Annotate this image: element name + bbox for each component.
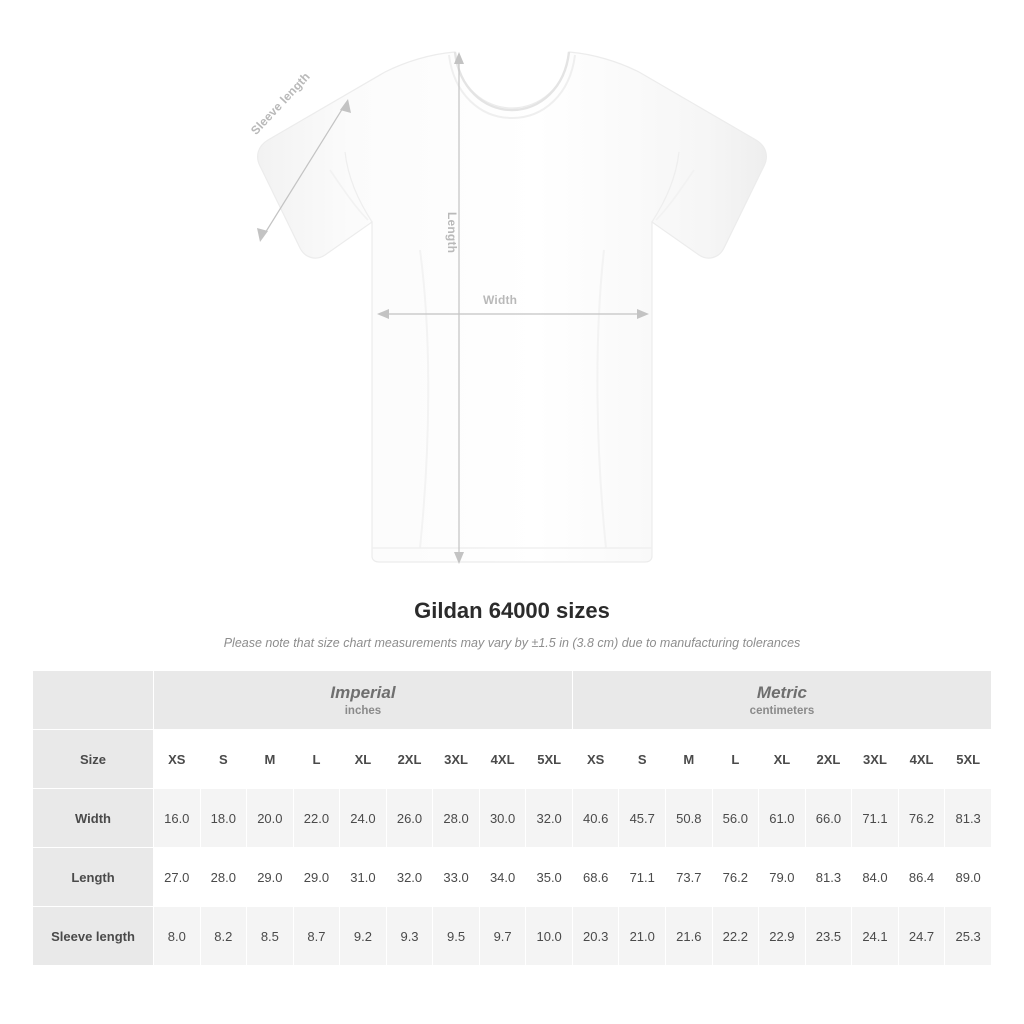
cell-width-imperial-xl: 24.0	[340, 789, 387, 848]
cell-width-metric-s: 45.7	[619, 789, 666, 848]
cell-sleeve-length-metric-5xl: 25.3	[945, 907, 992, 966]
cell-sleeve-length-imperial-m: 8.5	[247, 907, 294, 966]
table-row	[33, 907, 992, 966]
size-header-metric-2xl: 2XL	[805, 730, 852, 789]
cell-width-imperial-l: 22.0	[293, 789, 340, 848]
cell-sleeve-length-imperial-5xl: 10.0	[526, 907, 573, 966]
cell-length-imperial-xs: 27.0	[154, 848, 201, 907]
cell-width-imperial-s: 18.0	[200, 789, 247, 848]
cell-length-imperial-5xl: 35.0	[526, 848, 573, 907]
cell-length-metric-xs: 68.6	[572, 848, 619, 907]
size-header-imperial-xs: XS	[154, 730, 201, 789]
cell-sleeve-length-metric-3xl: 24.1	[852, 907, 899, 966]
cell-sleeve-length-metric-4xl: 24.7	[898, 907, 945, 966]
cell-sleeve-length-metric-m: 21.6	[666, 907, 713, 966]
cell-length-metric-xl: 79.0	[759, 848, 806, 907]
size-header-row	[33, 730, 992, 789]
title-block	[0, 598, 1024, 650]
cell-sleeve-length-metric-l: 22.2	[712, 907, 759, 966]
imperial-unit-name: Imperial	[330, 682, 396, 702]
size-header-metric-m: M	[666, 730, 713, 789]
cell-width-metric-4xl: 76.2	[898, 789, 945, 848]
size-header-metric-xs: XS	[572, 730, 619, 789]
cell-width-metric-2xl: 66.0	[805, 789, 852, 848]
row-label-length: Length	[33, 848, 154, 907]
cell-width-metric-xl: 61.0	[759, 789, 806, 848]
size-header-imperial-5xl: 5XL	[526, 730, 573, 789]
length-dimension-label: Length	[445, 212, 459, 254]
metric-unit-header	[572, 671, 991, 730]
cell-length-metric-m: 73.7	[666, 848, 713, 907]
size-header-metric-s: S	[619, 730, 666, 789]
row-label-sleeve-length: Sleeve length	[33, 907, 154, 966]
size-header-metric-4xl: 4XL	[898, 730, 945, 789]
cell-sleeve-length-metric-2xl: 23.5	[805, 907, 852, 966]
size-header-metric-xl: XL	[759, 730, 806, 789]
cell-width-metric-3xl: 71.1	[852, 789, 899, 848]
cell-width-imperial-3xl: 28.0	[433, 789, 480, 848]
cell-length-imperial-m: 29.0	[247, 848, 294, 907]
size-chart-table	[32, 670, 992, 966]
tolerance-note: Please note that size chart measurements may vary by ±1.5 in (3.8 cm) due to manufacturing tolerances	[223, 636, 801, 650]
cell-width-imperial-5xl: 32.0	[526, 789, 573, 848]
cell-length-imperial-2xl: 32.0	[386, 848, 433, 907]
cell-length-imperial-xl: 31.0	[340, 848, 387, 907]
size-header-metric-3xl: 3XL	[852, 730, 899, 789]
size-header-imperial-m: M	[247, 730, 294, 789]
cell-sleeve-length-imperial-l: 8.7	[293, 907, 340, 966]
cell-length-imperial-4xl: 34.0	[479, 848, 526, 907]
width-dimension-label: Width	[483, 293, 518, 307]
size-header-imperial-2xl: 2XL	[386, 730, 433, 789]
cell-length-metric-3xl: 84.0	[852, 848, 899, 907]
cell-length-metric-2xl: 81.3	[805, 848, 852, 907]
cell-width-imperial-m: 20.0	[247, 789, 294, 848]
cell-sleeve-length-imperial-2xl: 9.3	[386, 907, 433, 966]
unit-header-row	[33, 671, 992, 730]
table-row	[33, 789, 992, 848]
cell-sleeve-length-metric-xl: 22.9	[759, 907, 806, 966]
imperial-unit-sub: inches	[344, 705, 382, 718]
cell-sleeve-length-metric-s: 21.0	[619, 907, 666, 966]
size-header-metric-l: L	[712, 730, 759, 789]
cell-width-imperial-4xl: 30.0	[479, 789, 526, 848]
imperial-unit-header	[154, 671, 573, 730]
cell-sleeve-length-imperial-4xl: 9.7	[479, 907, 526, 966]
cell-length-metric-5xl: 89.0	[945, 848, 992, 907]
cell-width-metric-xs: 40.6	[572, 789, 619, 848]
row-label-width: Width	[33, 789, 154, 848]
size-chart-body	[33, 789, 992, 966]
size-corner-label: Size	[33, 730, 154, 789]
size-header-imperial-4xl: 4XL	[479, 730, 526, 789]
metric-unit-sub: centimeters	[749, 705, 815, 718]
cell-width-imperial-xs: 16.0	[154, 789, 201, 848]
size-header-imperial-3xl: 3XL	[433, 730, 480, 789]
cell-sleeve-length-metric-xs: 20.3	[572, 907, 619, 966]
size-header-imperial-xl: XL	[340, 730, 387, 789]
cell-sleeve-length-imperial-3xl: 9.5	[433, 907, 480, 966]
cell-length-imperial-s: 28.0	[200, 848, 247, 907]
cell-sleeve-length-imperial-s: 8.2	[200, 907, 247, 966]
cell-length-imperial-3xl: 33.0	[433, 848, 480, 907]
size-chart-table-wrapper	[32, 670, 992, 966]
sleeve-length-dimension-label: Sleeve length	[248, 69, 313, 138]
cell-sleeve-length-imperial-xl: 9.2	[340, 907, 387, 966]
size-header-imperial-s: S	[200, 730, 247, 789]
cell-width-metric-l: 56.0	[712, 789, 759, 848]
cell-width-metric-5xl: 81.3	[945, 789, 992, 848]
cell-width-metric-m: 50.8	[666, 789, 713, 848]
size-header-imperial-l: L	[293, 730, 340, 789]
page-title: Gildan 64000 sizes	[414, 598, 610, 623]
cell-length-metric-l: 76.2	[712, 848, 759, 907]
cell-length-metric-s: 71.1	[619, 848, 666, 907]
size-header-metric-5xl: 5XL	[945, 730, 992, 789]
cell-sleeve-length-imperial-xs: 8.0	[154, 907, 201, 966]
cell-width-imperial-2xl: 26.0	[386, 789, 433, 848]
unit-header-spacer	[33, 671, 154, 730]
cell-length-metric-4xl: 86.4	[898, 848, 945, 907]
cell-length-imperial-l: 29.0	[293, 848, 340, 907]
metric-unit-name: Metric	[756, 682, 807, 702]
table-row	[33, 848, 992, 907]
